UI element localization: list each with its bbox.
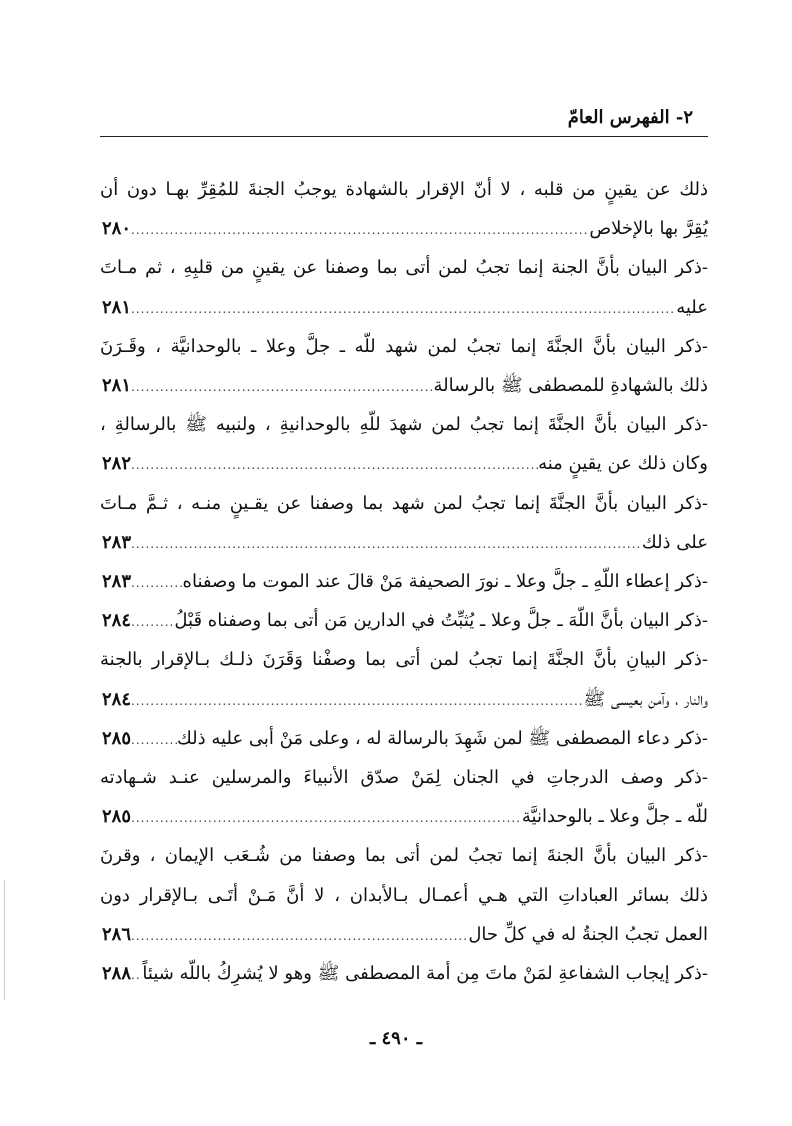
scan-edge-mark [4,880,5,1000]
entry-text: والنار ، وآمن بعيسى ﷺ [583,688,708,710]
page-ref: ٢٨٣ [102,571,132,592]
index-line [100,525,708,561]
index-line [100,721,708,757]
entry-text: -ذكر البيان بأنَّ الجنَّةَ إنما تجبُ لمن شهد للّه ـ جلَّ وعلا ـ بالوحدانيَّة ، وقَـرَنَ [100,335,708,357]
entry-text: -ذكر وصف الدرجاتِ في الجنان لِمَنْ صدّق الأنبياءَ والمرسلين عنـد شـهادته [100,767,708,788]
index-line [100,603,708,639]
entry-text: وكان ذلك عن يقينٍ منه [538,453,708,475]
index-line [100,760,708,796]
index-line [100,838,708,874]
header-divider [100,136,708,137]
entry-text: -ذكر إعطاء اللّهِ ـ جلَّ وعلا ـ نورَ الصحيفة مَنْ قالَ عند الموت ما وصفناه [182,571,708,592]
leader-dots [131,369,433,405]
entry-text: -ذكر البيان بأنَّ الجنةَ إنما تجبُ لمن أتى بما وصفنا من شُـعَب الإيمان ، وقرنَ [100,845,708,867]
leader-dots [131,212,589,248]
index-line [100,564,708,600]
section-title: ٢- الفهرس العامّ [567,107,693,128]
leader-dots [131,683,583,719]
index-line [100,486,708,522]
index-line [100,917,708,953]
entry-text: -ذكر دعاء المصطفى ﷺ لمن شَهِدَ بالرسالة له ، وعلى مَنْ أبى عليه ذلك [177,727,708,749]
entry-text: ذلك بالشهادةِ للمصطفى ﷺ بالرسالة [433,375,708,396]
page-number: ـ ٤٩٠ ـ [369,1028,423,1049]
index-line [100,329,708,365]
leader-dots [131,722,177,758]
leader-dots [131,957,142,993]
leader-dots [131,800,522,836]
entry-text: -ذكر إيجاب الشفاعةِ لمَنْ ماتَ مِن أمة المصطفى ﷺ وهو لا يُشرِكُ باللّه شيئاً [142,963,708,984]
page-ref: ٢٨٨ [102,963,132,984]
page-ref: ٢٨٢ [102,453,132,475]
leader-dots [131,918,468,954]
page-ref: ٢٨٥ [102,727,132,749]
index-line [100,446,708,482]
leader-dots [131,447,538,483]
index-line [100,290,708,326]
entry-text: يُقِرَّ بها بالإخلاص [589,218,708,240]
entry-text: -ذكر البيان بأنَّ اللّهَ ـ جلَّ وعلا ـ يُثبِّتُ في الدارين مَن أتى بما وصفناه قَبْلُ [174,610,708,632]
page-ref: ٢٨٥ [102,806,132,828]
page-ref: ٢٨٣ [102,531,132,553]
entry-text: ذلك عن يقينٍ من قلبه ، لا أنّ الإقرار بالشهادة يوجبُ الجنةَ للمُقِرِّ بهـا دون أن [100,179,708,200]
leader-dots [131,565,183,601]
entry-text: -ذكر البيان بأنَّ الجنَّةَ إنما تجبُ لمن شهدَ للّهِ بالوحدانيةِ ، ولنبيه ﷺ بالرسالةِ ، [100,414,708,436]
entry-text: للّه ـ جلَّ وعلا ـ بالوحدانيَّة [521,806,708,828]
page-ref: ٢٨١ [102,375,132,396]
index-line [100,878,708,914]
index-line [100,642,708,678]
index-line [100,250,708,286]
leader-dots [131,526,642,562]
index-line [100,211,708,247]
index-line [100,172,708,208]
index-line [100,682,708,718]
page-ref: ٢٨٤ [102,688,132,710]
index-line [100,799,708,835]
index-line [100,368,708,404]
page-ref: ٢٨٤ [102,610,132,632]
entry-text: على ذلك [641,531,708,553]
page-ref: ٢٨٠ [102,218,132,240]
entry-text: -ذكر البيان بأنَّ الجنَّةَ إنما تجبُ لمن شهد بما وصفنا عن يقـينٍ منـه ، ثـمَّ مـاتَ [100,492,708,514]
entry-text: العمل تجبُ الجنةُ له في كلِّ حال [468,923,708,945]
page-ref: ٢٨٦ [102,923,132,945]
entry-text: -ذكر البيانِ بأنَّ الجنَّةَ إنما تجبُ لمن أتى بما وصفْنا وَقَرَنَ ذلـك بـالإقرار بالجنة [100,649,708,671]
entry-text: -ذكر البيان بأنَّ الجنة إنما تجبُ لمن أتى بما وصفنا عن يقينٍ من قلبِهِ ، ثم مـاتَ [100,257,708,279]
leader-dots [131,291,676,327]
entry-text: ذلك بسائر العباداتِ التي هـي أعمـال بـالأبدان ، لا أنَّ مَـنْ أتَـى بـالإقرار دون [100,884,708,906]
entry-text: عليه [676,296,708,318]
index-line [100,407,708,443]
leader-dots [131,604,174,640]
page-ref: ٢٨١ [102,296,132,318]
index-line [100,956,708,992]
